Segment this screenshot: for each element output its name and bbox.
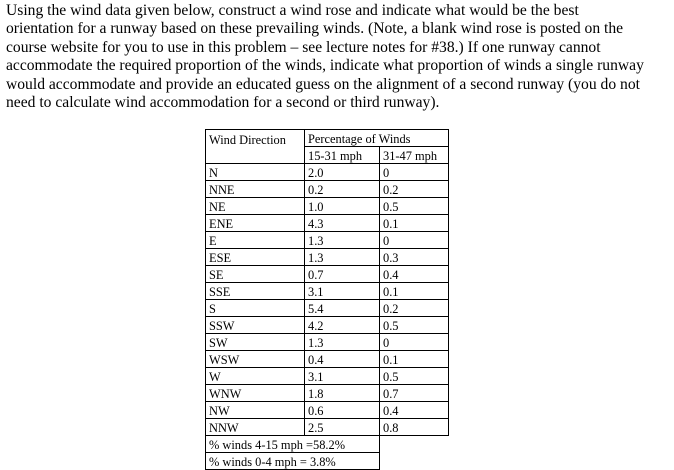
table-row — [206, 419, 449, 436]
problem-line: accommodate the required proportion of the winds, indicate what proportion of winds a single runway — [6, 57, 644, 75]
percentage-15-31-cell: 1.3 — [305, 232, 380, 249]
subheader-blank — [206, 147, 305, 164]
table-row — [206, 164, 449, 181]
table-row — [206, 181, 449, 198]
table-header-row — [206, 130, 449, 147]
wind-direction-cell: NE — [206, 198, 305, 215]
percentage-15-31-cell: 1.0 — [305, 198, 380, 215]
wind-direction-cell: S — [206, 300, 305, 317]
wind-direction-cell: NW — [206, 402, 305, 419]
percentage-15-31-cell: 5.4 — [305, 300, 380, 317]
table-row — [206, 317, 449, 334]
problem-statement — [6, 2, 670, 112]
percentage-15-31-cell: 4.2 — [305, 317, 380, 334]
wind-direction-cell: SSE — [206, 283, 305, 300]
wind-direction-cell: SE — [206, 266, 305, 283]
footnote-row — [206, 436, 449, 453]
wind-direction-cell: NNE — [206, 181, 305, 198]
problem-line: Using the wind data given below, construct a wind rose and indicate what would be the best — [6, 2, 579, 19]
wind-direction-cell: WNW — [206, 385, 305, 402]
percentage-15-31-cell: 1.8 — [305, 385, 380, 402]
percentage-31-47-cell: 0 — [380, 334, 449, 351]
percentage-31-47-cell: 0.5 — [380, 317, 449, 334]
table-row — [206, 266, 449, 283]
percentage-31-47-cell: 0.1 — [380, 283, 449, 300]
table-row — [206, 385, 449, 402]
table-row — [206, 334, 449, 351]
percentage-31-47-cell: 0.4 — [380, 402, 449, 419]
table-row — [206, 215, 449, 232]
percentage-15-31-cell: 1.3 — [305, 334, 380, 351]
header-wind-direction: Wind Direction — [206, 130, 305, 147]
wind-direction-cell: W — [206, 368, 305, 385]
problem-line: need to calculate wind accommodation for a second or third runway). — [6, 94, 440, 112]
percentage-15-31-cell: 1.3 — [305, 249, 380, 266]
wind-direction-cell: ENE — [206, 215, 305, 232]
percentage-15-31-cell: 0.7 — [305, 266, 380, 283]
percentage-31-47-cell: 0.4 — [380, 266, 449, 283]
percentage-15-31-cell: 3.1 — [305, 283, 380, 300]
problem-line: course website for you to use in this problem – see lecture notes for #38.) If one runway cannot — [6, 38, 601, 56]
percentage-31-47-cell: 0.2 — [380, 300, 449, 317]
percentage-31-47-cell: 0.1 — [380, 215, 449, 232]
percentage-15-31-cell: 0.4 — [305, 351, 380, 368]
percentage-31-47-cell: 0 — [380, 232, 449, 249]
table-row — [206, 351, 449, 368]
percentage-15-31-cell: 4.3 — [305, 215, 380, 232]
table-row — [206, 402, 449, 419]
problem-line: would accommodate and provide an educated guess on the alignment of a second runway (you do not — [6, 75, 640, 93]
table-row — [206, 300, 449, 317]
wind-direction-cell: N — [206, 164, 305, 181]
percentage-15-31-cell: 2.0 — [305, 164, 380, 181]
footnote-text: % winds 4-15 mph =58.2% — [206, 436, 380, 453]
percentage-15-31-cell: 2.5 — [305, 419, 380, 436]
table-row — [206, 368, 449, 385]
subheader-15-31-mph: 15-31 mph — [305, 147, 380, 164]
wind-direction-cell: SW — [206, 334, 305, 351]
table-subheader-row — [206, 147, 449, 164]
table-row — [206, 198, 449, 215]
footnote-row — [206, 453, 449, 470]
wind-table-body — [206, 130, 449, 470]
wind-direction-cell: E — [206, 232, 305, 249]
problem-line: orientation for a runway based on these prevailing winds. (Note, a blank wind rose is posted on the — [6, 20, 624, 38]
wind-direction-cell: WSW — [206, 351, 305, 368]
wind-direction-cell: ESE — [206, 249, 305, 266]
table-row — [206, 283, 449, 300]
percentage-15-31-cell: 0.6 — [305, 402, 380, 419]
wind-data-table — [205, 129, 449, 470]
header-percentage-of-winds: Percentage of Winds — [305, 130, 449, 147]
percentage-31-47-cell: 0.5 — [380, 368, 449, 385]
percentage-31-47-cell: 0.8 — [380, 419, 449, 436]
wind-direction-cell: SSW — [206, 317, 305, 334]
table-row — [206, 232, 449, 249]
percentage-15-31-cell: 0.2 — [305, 181, 380, 198]
percentage-31-47-cell: 0.1 — [380, 351, 449, 368]
footnote-text: % winds 0-4 mph = 3.8% — [206, 453, 380, 470]
wind-direction-cell: NNW — [206, 419, 305, 436]
percentage-31-47-cell: 0.7 — [380, 385, 449, 402]
percentage-31-47-cell: 0.5 — [380, 198, 449, 215]
percentage-31-47-cell: 0 — [380, 164, 449, 181]
percentage-15-31-cell: 3.1 — [305, 368, 380, 385]
percentage-31-47-cell: 0.2 — [380, 181, 449, 198]
percentage-31-47-cell: 0.3 — [380, 249, 449, 266]
subheader-31-47-mph: 31-47 mph — [380, 147, 449, 164]
table-row — [206, 249, 449, 266]
